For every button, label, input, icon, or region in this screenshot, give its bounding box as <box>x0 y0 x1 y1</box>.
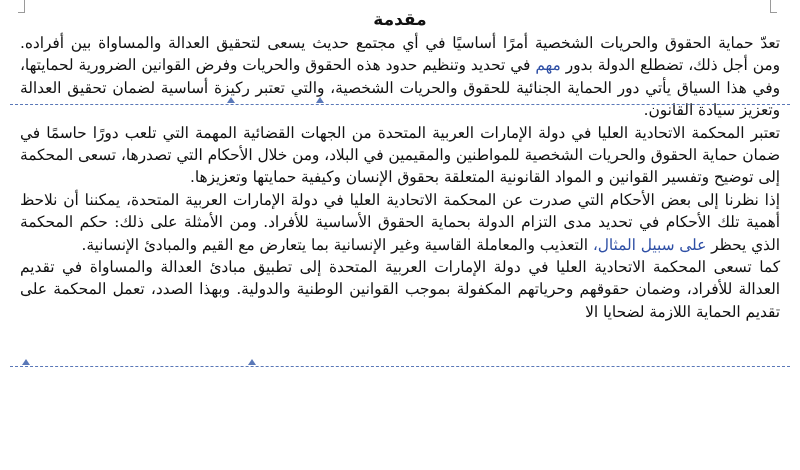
paragraph-1[interactable] <box>20 32 780 122</box>
revision-marker-3[interactable] <box>248 359 256 365</box>
revision-marker-4[interactable] <box>22 359 30 365</box>
paragraph-1-before: تعدّ حماية الحقوق والحريات الشخصية أمرًا أساسيًا في أي مجتمع حديث يسعى لتحقيق العدالة والمساواة بين أفراده. ومن أجل ذلك، تضطلع الدولة بدور <box>20 34 780 75</box>
revision-line-2 <box>10 366 790 367</box>
revision-insert-2[interactable]: على سبيل المثال، <box>592 235 707 254</box>
document-body[interactable] <box>20 32 780 323</box>
page-title: مقدمة <box>373 10 427 30</box>
paragraph-2[interactable]: تعتبر المحكمة الاتحادية العليا في دولة الإمارات العربية المتحدة من الجهات القضائية المهمة التي تلعب دورًا حاسمًا في ضمان حماية الحقوق والحريات الشخصية للمواطنين والمقيمين في البلاد، ومن خلال الأحكام التي تصدرها، تسعى المحكمة إلى توضيح وتفسير القوانين و المواد القانونية المتعلقة بحقوق الإنسان وكيفية حمايتها وتعزيزها. <box>20 123 780 187</box>
revision-marker-2[interactable] <box>316 97 324 103</box>
paragraph-1-after: في تحديد وتنظيم حدود هذه الحقوق والحريات وفرض القوانين الضرورية لحمايتها، وفي هذا السياق يأتي دور الحماية الجنائية للحقوق والحريات الشخصية، والتي تعتبر ركيزة أساسية لضمان تحقيق العدالة وتعزيز سيادة القانون. <box>20 56 780 120</box>
paragraph-3-before: إذا نظرنا إلى بعض الأحكام التي صدرت عن المحكمة الاتحادية العليا في دولة الإمارات العربية المتحدة، يمكننا أن نلاحظ أهمية تلك الأحكام في تحديد مدى التزام الدولة بحماية الحقوق الأساسية للأفراد. ومن الأمثلة على ذلك: حكم المحكمة الذي يحظر <box>20 190 780 254</box>
revision-line-1 <box>10 104 790 105</box>
paragraph-3[interactable] <box>20 189 780 256</box>
paragraph-4[interactable]: كما تسعى المحكمة الاتحادية العليا في دولة الإمارات العربية المتحدة إلى تطبيق مبادئ العدالة والمساواة في تقديم العدالة للأفراد، وضمان حقوقهم وحرياتهم المكفولة بموجب القوانين الوطنية والدولية. وبهذا الصدد، تعمل المحكمة على تقديم الحماية اللازمة لضحايا الا <box>20 258 780 321</box>
paragraph-3-after: التعذيب والمعاملة القاسية وغير الإنسانية بما يتعارض مع القيم والمبادئ الإنسانية. <box>81 235 593 254</box>
revision-insert-1[interactable]: مهم <box>535 56 561 75</box>
revision-marker-1[interactable] <box>227 97 235 103</box>
